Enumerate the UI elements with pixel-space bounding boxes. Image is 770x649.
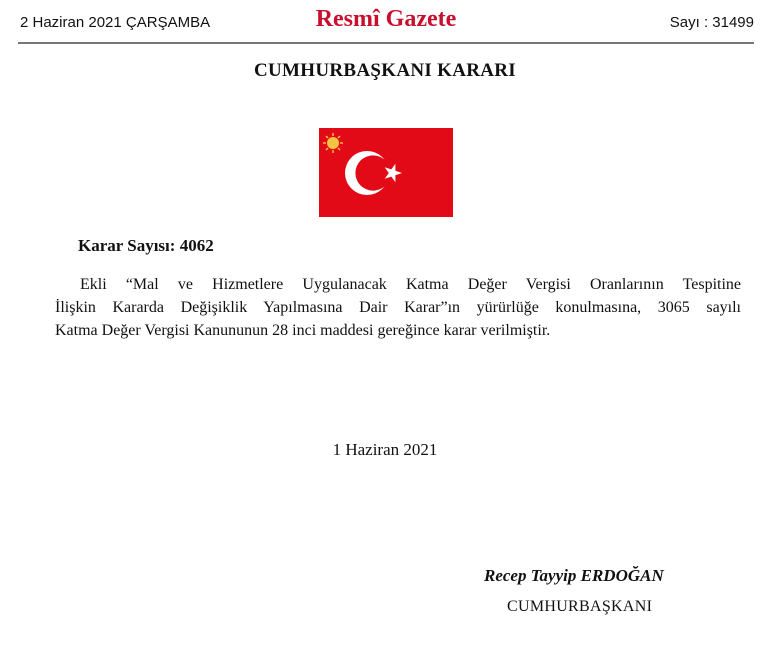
gazette-title: Resmî Gazete <box>315 6 457 32</box>
decision-number <box>78 236 214 256</box>
header-date: 2 Haziran 2021 ÇARŞAMBA <box>20 14 211 31</box>
header-divider <box>18 42 754 44</box>
issue-number: Sayı : 31499 <box>669 14 754 31</box>
body-line-3: Katma Değer Vergisi Kanununun 28 inci maddesi gereğince karar verilmiştir. <box>55 322 551 339</box>
gazette-header <box>18 0 754 44</box>
decision-number-value: 4062 <box>179 236 214 255</box>
decision-date: 1 Haziran 2021 <box>332 440 438 459</box>
signer-title: CUMHURBAŞKANI <box>507 598 653 615</box>
decision-number-label: Karar Sayısı: <box>78 236 176 255</box>
decision-body <box>55 273 741 342</box>
body-line-2: İlişkin Kararda Değişiklik Yapılmasına Dair Karar”ın yürürlüğe konulmasına, 3065 sayılı <box>55 299 741 316</box>
body-line-1: Ekli “Mal ve Hizmetlere Uygulanacak Katma Değer Vergisi Oranlarının Tespitine <box>80 276 741 293</box>
decision-title: CUMHURBAŞKANI KARARI <box>254 60 516 81</box>
signer-name: Recep Tayyip ERDOĞAN <box>484 566 664 585</box>
turkish-flag-icon <box>319 128 453 217</box>
